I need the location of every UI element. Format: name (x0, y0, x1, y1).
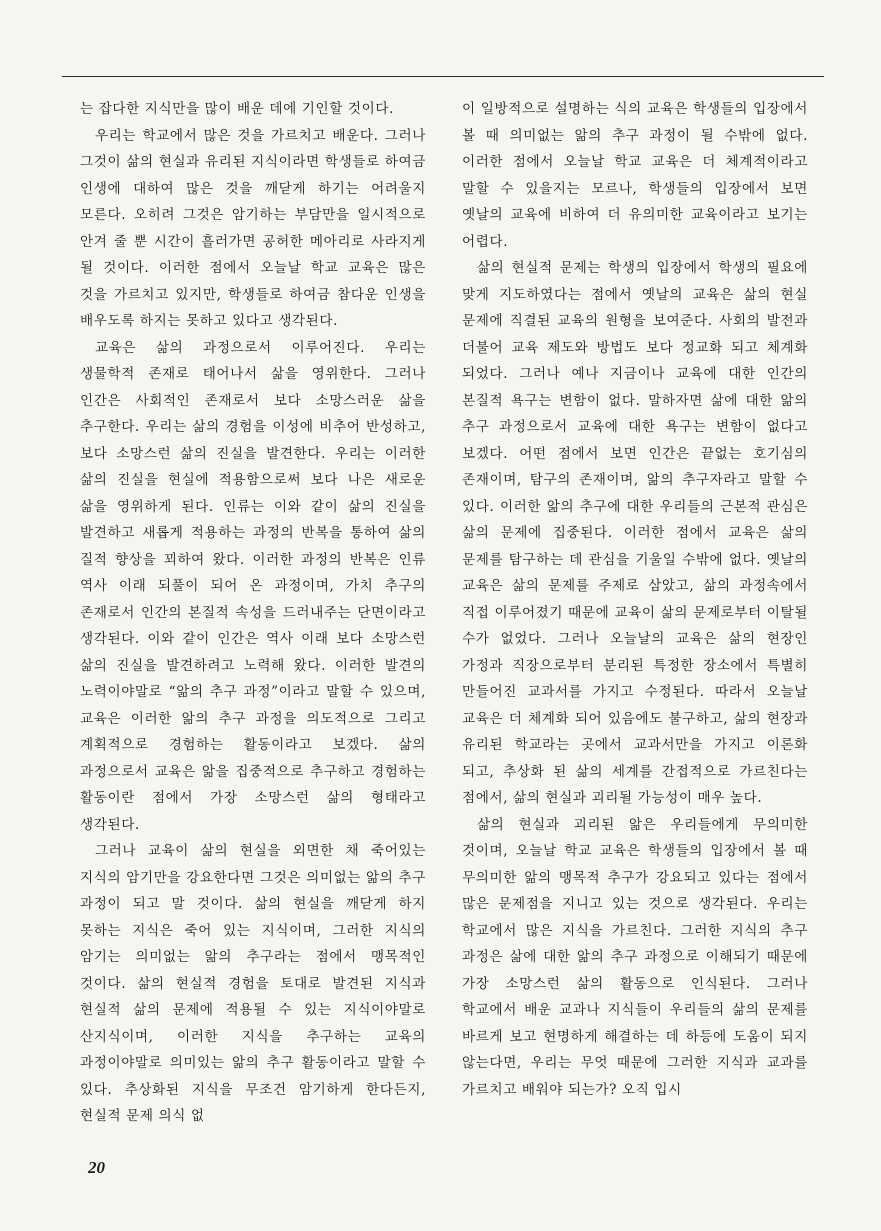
paragraph: 삶의 현실과 괴리된 앎은 우리들에게 무의미한 것이며, 오늘날 학교 교육은 학생들의 입장에서 볼 때 무의미한 앎의 맹목적 추구가 강요되고 있다는 점에서 많은 문제점을 지니고 있는 것으로 생각된다. 우리는 학교에서 많은 지식을 가르친다. 그러한 지식의 추구 과정은 삶에 대한 앎의 추구 과정으로 이해되기 때문에 가장 소망스런 삶의 활동으로 인식된다. 그러나 학교에서 배운 교과나 지식들이 우리들의 삶의 문제를 바르게 보고 현명하게 해결하는 데 하등에 도움이 되지 않는다면, 우리는 무엇 때문에 그러한 지식과 교과를 가르치고 배워야 되는가? 오직 입시 (462, 816, 808, 1098)
paragraph: 우리는 학교에서 많은 것을 가르치고 배운다. 그러나 그것이 삶의 현실과 유리된 지식이라면 학생들로 하여금 인생에 대하여 많은 것을 깨닫게 하기는 어려울지 모른다. 오히려 그것은 암기하는 부담만을 일시적으로 안겨 줄 뿐 시간이 흘러가면 공허한 메아리로 사라지게 될 것이다. 이러한 점에서 오늘날 학교 교육은 많은 것을 가르치고 있지만, 학생들로 하여금 참다운 인생을 배우도록 하지는 못하고 있다고 생각된다. (80, 127, 426, 329)
text-columns (80, 96, 808, 1130)
paragraph: 삶의 현실적 문제는 학생의 입장에서 학생의 필요에 맞게 지도하였다는 점에서 옛날의 교육은 삶의 현실 문제에 직결된 교육의 원형을 보여준다. 사회의 발전과 더불어 교육 제도와 방법도 보다 정교화 되고 체계화 되었다. 그러나 예나 지금이나 교육에 대한 인간의 본질적 욕구는 변함이 없다. 말하자면 삶에 대한 앎의 추구 과정으로서 교육에 대한 욕구는 변함이 없다고 보겠다. 어떤 점에서 보면 인간은 끝없는 호기심의 존재이며, 탐구의 존재이며, 앎의 추구자라고 말할 수 있다. 이러한 앎의 추구에 대한 우리들의 근본적 관심은 삶의 문제에 집중된다. 이러한 점에서 교육은 삶의 문제를 탐구하는 데 관심을 기울일 수밖에 없다. 옛날의 교육은 삶의 문제를 주제로 삼았고, 삶의 과정속에서 직접 이루어졌기 때문에 교육이 삶의 문제로부터 이탈될 수가 없었다. 그러나 오늘날의 교육은 삶의 현장인 가정과 직장으로부터 분리된 특정한 장소에서 특별히 만들어진 교과서를 가지고 수정된다. 따라서 오늘날 교육은 더 체계화 되어 있음에도 불구하고, 삶의 현장과 유리된 학교라는 곳에서 교과서만을 가지고 이론화 되고, 추상화 된 삶의 세계를 간접적으로 가르친다는 점에서, 삶의 현실과 괴리될 가능성이 매우 높다. (462, 260, 808, 806)
right-column (462, 96, 808, 1130)
left-column (80, 96, 426, 1130)
paragraph: 그러나 교육이 삶의 현실을 외면한 채 죽어있는 지식의 암기만을 강요한다면 그것은 의미없는 앎의 추구 과정이 되고 말 것이다. 삶의 현실을 깨닫게 하지 못하는 지식은 죽어 있는 지식이며, 그러한 지식의 암기는 의미없는 앎의 추구라는 점에서 맹목적인 것이다. 삶의 현실적 경험을 토대로 발견된 지식과 현실적 삶의 문제에 적용될 수 있는 지식이야말로 산지식이며, 이러한 지식을 추구하는 교육의 과정이야말로 의미있는 앎의 추구 활동이라고 말할 수 있다. 추상화된 지식을 무조건 암기하게 한다든지, 현실적 문제 의식 없 (80, 843, 426, 1124)
paragraph: 이 일방적으로 설명하는 식의 교육은 학생들의 입장에서 볼 때 의미없는 앎의 추구 과정이 될 수밖에 없다. 이러한 점에서 오늘날 학교 교육은 더 체계적이라고 말할 수 있을지는 모르나, 학생들의 입장에서 보면 옛날의 교육에 비하여 더 유의미한 교육이라고 보기는 어렵다. (462, 101, 808, 250)
header-rule (62, 76, 824, 77)
paragraph: 교육은 삶의 과정으로서 이루어진다. 우리는 생물학적 존재로 태어나서 삶을 영위한다. 그러나 인간은 사회적인 존재로서 보다 소망스러운 삶을 추구한다. 우리는 삶의 경험을 이성에 비추어 반성하고, 보다 소망스런 삶의 진실을 발견한다. 우리는 이러한 삶의 진실을 현실에 적용함으로써 보다 나은 새로운 삶을 영위하게 된다. 인류는 이와 같이 삶의 진실을 발견하고 새롭게 적용하는 과정의 반복을 통하여 삶의 질적 향상을 꾀하여 왔다. 이러한 과정의 반복은 인류 역사 이래 되풀이 되어 온 과정이며, 가치 추구의 존재로서 인간의 본질적 속성을 드러내주는 단면이라고 생각된다. 이와 같이 인간은 역사 이래 보다 소망스런 삶의 진실을 발견하려고 노력해 왔다. 이러한 발견의 노력이야말로 “앎의 추구 과정”이라고 말할 수 있으며, 교육은 이러한 앎의 추구 과정을 의도적으로 그리고 계획적으로 경험하는 활동이라고 보겠다. 삶의 과정으로서 교육은 앎을 집중적으로 추구하고 경험하는 활동이란 점에서 가장 소망스런 삶의 형태라고 생각된다. (80, 339, 426, 833)
paragraph: 는 잡다한 지식만을 많이 배운 데에 기인할 것이다. (80, 101, 394, 117)
page-number: 20 (88, 1158, 105, 1177)
